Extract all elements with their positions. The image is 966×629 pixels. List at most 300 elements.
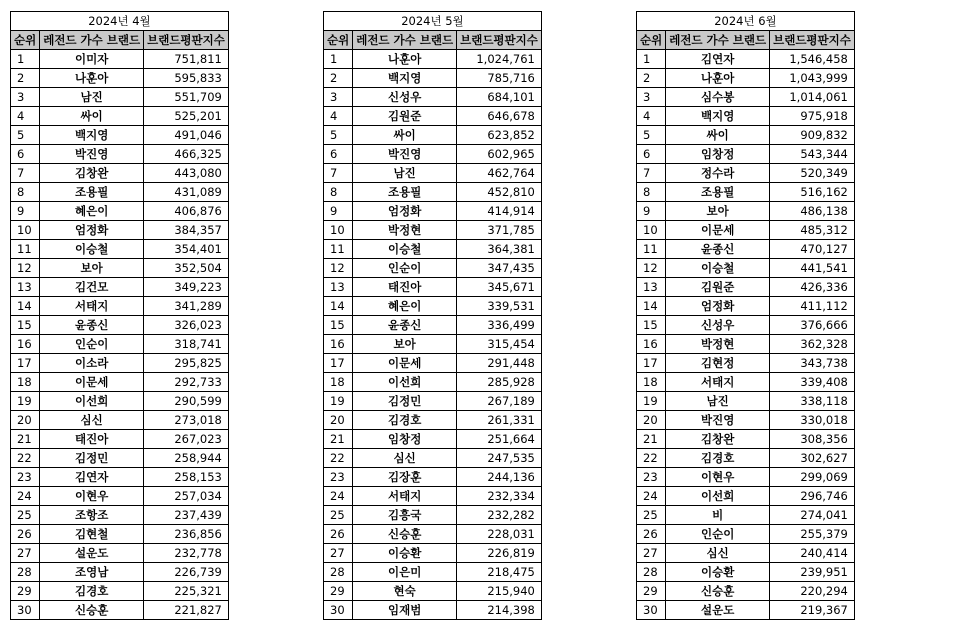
- rank-cell: 17: [637, 354, 666, 373]
- rank-cell: 30: [11, 601, 40, 620]
- table-row: [11, 430, 229, 449]
- brand-index-cell: 751,811: [144, 50, 229, 69]
- singer-name-cell: 엄정화: [353, 202, 457, 221]
- rank-cell: 20: [324, 411, 353, 430]
- table-row: [324, 563, 542, 582]
- singer-name-cell: 이승환: [666, 563, 770, 582]
- rank-cell: 21: [11, 430, 40, 449]
- rank-cell: 27: [637, 544, 666, 563]
- rank-cell: 4: [637, 107, 666, 126]
- rank-cell: 29: [637, 582, 666, 601]
- table-row: [637, 164, 855, 183]
- rank-cell: 3: [11, 88, 40, 107]
- singer-name-cell: 신성우: [353, 88, 457, 107]
- brand-index-cell: 299,069: [770, 468, 855, 487]
- singer-name-cell: 박진영: [353, 145, 457, 164]
- singer-name-cell: 김원준: [353, 107, 457, 126]
- rank-cell: 19: [324, 392, 353, 411]
- brand-index-cell: 236,856: [144, 525, 229, 544]
- rank-cell: 24: [637, 487, 666, 506]
- table-row: [637, 278, 855, 297]
- index-header: 브랜드평판지수: [457, 31, 542, 50]
- table-row: [637, 525, 855, 544]
- singer-name-cell: 윤종신: [40, 316, 144, 335]
- singer-name-cell: 김창완: [666, 430, 770, 449]
- brand-index-cell: 345,671: [457, 278, 542, 297]
- singer-name-cell: 조용필: [666, 183, 770, 202]
- brand-index-cell: 406,876: [144, 202, 229, 221]
- rank-cell: 1: [637, 50, 666, 69]
- brand-index-cell: 258,153: [144, 468, 229, 487]
- singer-name-cell: 박진영: [40, 145, 144, 164]
- singer-name-cell: 이승환: [353, 544, 457, 563]
- singer-name-cell: 김연자: [666, 50, 770, 69]
- month-title: 2024년 5월: [324, 12, 542, 31]
- singer-name-cell: 혜은이: [40, 202, 144, 221]
- rank-cell: 4: [324, 107, 353, 126]
- brand-index-cell: 975,918: [770, 107, 855, 126]
- brand-index-cell: 232,282: [457, 506, 542, 525]
- brand-index-cell: 343,738: [770, 354, 855, 373]
- brand-index-cell: 338,118: [770, 392, 855, 411]
- table-row: [11, 145, 229, 164]
- singer-name-cell: 박정현: [666, 335, 770, 354]
- brand-index-cell: 267,189: [457, 392, 542, 411]
- singer-name-cell: 엄정화: [40, 221, 144, 240]
- brand-index-cell: 785,716: [457, 69, 542, 88]
- singer-name-cell: 신승훈: [666, 582, 770, 601]
- brand-index-cell: 239,951: [770, 563, 855, 582]
- rank-cell: 16: [11, 335, 40, 354]
- brand-index-cell: 520,349: [770, 164, 855, 183]
- brand-index-cell: 257,034: [144, 487, 229, 506]
- brand-index-cell: 225,321: [144, 582, 229, 601]
- singer-name-cell: 이승철: [40, 240, 144, 259]
- singer-name-cell: 김정민: [40, 449, 144, 468]
- singer-name-cell: 김경호: [40, 582, 144, 601]
- table-row: [637, 50, 855, 69]
- brand-index-cell: 371,785: [457, 221, 542, 240]
- singer-name-cell: 조용필: [40, 183, 144, 202]
- singer-name-cell: 이문세: [353, 354, 457, 373]
- singer-name-cell: 윤종신: [666, 240, 770, 259]
- rank-cell: 8: [324, 183, 353, 202]
- singer-name-cell: 서태지: [353, 487, 457, 506]
- table-row: [637, 221, 855, 240]
- brand-index-cell: 623,852: [457, 126, 542, 145]
- rank-cell: 23: [11, 468, 40, 487]
- brand-index-cell: 414,914: [457, 202, 542, 221]
- brand-header: 레전드 가수 브랜드: [353, 31, 457, 50]
- brand-index-cell: 251,664: [457, 430, 542, 449]
- singer-name-cell: 인순이: [353, 259, 457, 278]
- table-row: [324, 487, 542, 506]
- singer-name-cell: 김건모: [40, 278, 144, 297]
- table-row: [324, 335, 542, 354]
- brand-index-cell: 1,024,761: [457, 50, 542, 69]
- brand-index-cell: 466,325: [144, 145, 229, 164]
- rank-cell: 9: [637, 202, 666, 221]
- table-row: [324, 259, 542, 278]
- rank-cell: 26: [11, 525, 40, 544]
- rank-cell: 5: [11, 126, 40, 145]
- singer-name-cell: 김연자: [40, 468, 144, 487]
- table-row: [324, 392, 542, 411]
- rank-cell: 5: [324, 126, 353, 145]
- brand-index-cell: 684,101: [457, 88, 542, 107]
- brand-index-cell: 462,764: [457, 164, 542, 183]
- brand-index-cell: 602,965: [457, 145, 542, 164]
- table-row: [324, 240, 542, 259]
- brand-index-cell: 291,448: [457, 354, 542, 373]
- singer-name-cell: 보아: [666, 202, 770, 221]
- rank-cell: 15: [324, 316, 353, 335]
- table-row: [11, 126, 229, 145]
- singer-name-cell: 엄정화: [666, 297, 770, 316]
- table-row: [11, 468, 229, 487]
- singer-name-cell: 이현우: [666, 468, 770, 487]
- table-row: [11, 563, 229, 582]
- table-row: [11, 316, 229, 335]
- table-row: [324, 88, 542, 107]
- brand-index-cell: 215,940: [457, 582, 542, 601]
- singer-name-cell: 김현철: [40, 525, 144, 544]
- table-row: [11, 297, 229, 316]
- rank-header: 순위: [637, 31, 666, 50]
- table-row: [11, 601, 229, 620]
- table-row: [11, 335, 229, 354]
- brand-index-cell: 543,344: [770, 145, 855, 164]
- singer-name-cell: 김현정: [666, 354, 770, 373]
- rank-cell: 16: [324, 335, 353, 354]
- table-row: [11, 506, 229, 525]
- singer-name-cell: 이문세: [666, 221, 770, 240]
- table-row: [324, 506, 542, 525]
- brand-index-cell: 226,819: [457, 544, 542, 563]
- brand-index-cell: 221,827: [144, 601, 229, 620]
- singer-name-cell: 백지영: [666, 107, 770, 126]
- brand-index-cell: 220,294: [770, 582, 855, 601]
- brand-index-cell: 452,810: [457, 183, 542, 202]
- brand-index-cell: 292,733: [144, 373, 229, 392]
- singer-name-cell: 조용필: [353, 183, 457, 202]
- table-row: [637, 601, 855, 620]
- rank-cell: 18: [11, 373, 40, 392]
- singer-name-cell: 조영남: [40, 563, 144, 582]
- brand-index-cell: 330,018: [770, 411, 855, 430]
- rank-cell: 13: [637, 278, 666, 297]
- rank-cell: 1: [324, 50, 353, 69]
- rank-cell: 8: [11, 183, 40, 202]
- singer-name-cell: 이선희: [353, 373, 457, 392]
- singer-name-cell: 혜은이: [353, 297, 457, 316]
- brand-index-cell: 486,138: [770, 202, 855, 221]
- table-row: [11, 582, 229, 601]
- rank-cell: 20: [11, 411, 40, 430]
- table-row: [324, 126, 542, 145]
- table-row: [637, 202, 855, 221]
- table-row: [324, 50, 542, 69]
- table-row: [11, 164, 229, 183]
- singer-name-cell: 이승철: [666, 259, 770, 278]
- brand-index-cell: 247,535: [457, 449, 542, 468]
- table-row: [637, 468, 855, 487]
- rank-cell: 28: [324, 563, 353, 582]
- rank-cell: 21: [637, 430, 666, 449]
- table-row: [637, 316, 855, 335]
- brand-index-cell: 261,331: [457, 411, 542, 430]
- brand-index-cell: 354,401: [144, 240, 229, 259]
- rank-cell: 11: [637, 240, 666, 259]
- rank-cell: 9: [324, 202, 353, 221]
- table-row: [637, 126, 855, 145]
- rank-cell: 22: [11, 449, 40, 468]
- rank-cell: 28: [637, 563, 666, 582]
- rank-cell: 24: [324, 487, 353, 506]
- singer-name-cell: 조항조: [40, 506, 144, 525]
- rank-cell: 17: [324, 354, 353, 373]
- rank-cell: 9: [11, 202, 40, 221]
- table-row: [637, 259, 855, 278]
- singer-name-cell: 심신: [353, 449, 457, 468]
- table-row: [11, 525, 229, 544]
- singer-name-cell: 보아: [40, 259, 144, 278]
- singer-name-cell: 신승훈: [40, 601, 144, 620]
- brand-index-cell: 516,162: [770, 183, 855, 202]
- rank-cell: 12: [637, 259, 666, 278]
- brand-index-cell: 326,023: [144, 316, 229, 335]
- table-row: [637, 183, 855, 202]
- brand-index-cell: 267,023: [144, 430, 229, 449]
- table-row: [637, 69, 855, 88]
- table-row: [637, 544, 855, 563]
- brand-index-cell: 315,454: [457, 335, 542, 354]
- table-row: [324, 582, 542, 601]
- table-row: [324, 544, 542, 563]
- rank-cell: 6: [11, 145, 40, 164]
- brand-index-cell: 364,381: [457, 240, 542, 259]
- table-row: [11, 240, 229, 259]
- rank-cell: 6: [637, 145, 666, 164]
- rank-cell: 10: [637, 221, 666, 240]
- brand-index-cell: 339,408: [770, 373, 855, 392]
- singer-name-cell: 이소라: [40, 354, 144, 373]
- brand-index-cell: 443,080: [144, 164, 229, 183]
- singer-name-cell: 인순이: [666, 525, 770, 544]
- singer-name-cell: 태진아: [40, 430, 144, 449]
- rank-cell: 8: [637, 183, 666, 202]
- brand-index-cell: 349,223: [144, 278, 229, 297]
- singer-name-cell: 이현우: [40, 487, 144, 506]
- rank-cell: 29: [324, 582, 353, 601]
- rank-cell: 20: [637, 411, 666, 430]
- brand-index-cell: 302,627: [770, 449, 855, 468]
- brand-index-cell: 219,367: [770, 601, 855, 620]
- rank-cell: 13: [324, 278, 353, 297]
- rank-cell: 24: [11, 487, 40, 506]
- singer-name-cell: 백지영: [353, 69, 457, 88]
- brand-index-cell: 431,089: [144, 183, 229, 202]
- singer-name-cell: 임창정: [353, 430, 457, 449]
- table-row: [11, 50, 229, 69]
- table-row: [324, 354, 542, 373]
- singer-name-cell: 남진: [353, 164, 457, 183]
- singer-name-cell: 나훈아: [666, 69, 770, 88]
- singer-name-cell: 김원준: [666, 278, 770, 297]
- table-row: [324, 449, 542, 468]
- table-row: [11, 354, 229, 373]
- singer-name-cell: 남진: [40, 88, 144, 107]
- table-row: [11, 487, 229, 506]
- table-row: [324, 107, 542, 126]
- table-row: [324, 373, 542, 392]
- singer-name-cell: 인순이: [40, 335, 144, 354]
- table-row: [11, 544, 229, 563]
- brand-index-cell: 384,357: [144, 221, 229, 240]
- singer-name-cell: 보아: [353, 335, 457, 354]
- table-row: [11, 221, 229, 240]
- singer-name-cell: 심수봉: [666, 88, 770, 107]
- rank-cell: 12: [324, 259, 353, 278]
- table-row: [637, 297, 855, 316]
- brand-index-cell: 362,328: [770, 335, 855, 354]
- rank-cell: 2: [11, 69, 40, 88]
- brand-index-cell: 285,928: [457, 373, 542, 392]
- table-row: [637, 392, 855, 411]
- table-row: [11, 259, 229, 278]
- table-row: [637, 582, 855, 601]
- table-row: [324, 411, 542, 430]
- rank-cell: 26: [324, 525, 353, 544]
- brand-index-cell: 240,414: [770, 544, 855, 563]
- table-row: [11, 69, 229, 88]
- rank-cell: 19: [11, 392, 40, 411]
- singer-name-cell: 설운도: [40, 544, 144, 563]
- rank-cell: 11: [324, 240, 353, 259]
- singer-name-cell: 김장훈: [353, 468, 457, 487]
- singer-name-cell: 이승철: [353, 240, 457, 259]
- brand-index-cell: 295,825: [144, 354, 229, 373]
- brand-index-cell: 491,046: [144, 126, 229, 145]
- brand-index-cell: 347,435: [457, 259, 542, 278]
- brand-index-cell: 218,475: [457, 563, 542, 582]
- singer-name-cell: 신성우: [666, 316, 770, 335]
- singer-name-cell: 박정현: [353, 221, 457, 240]
- rank-cell: 25: [324, 506, 353, 525]
- singer-name-cell: 김경호: [666, 449, 770, 468]
- table-row: [324, 430, 542, 449]
- brand-index-cell: 214,398: [457, 601, 542, 620]
- table-row: [11, 107, 229, 126]
- brand-index-cell: 341,289: [144, 297, 229, 316]
- rank-cell: 10: [11, 221, 40, 240]
- rank-cell: 27: [11, 544, 40, 563]
- table-row: [637, 430, 855, 449]
- brand-index-cell: 1,546,458: [770, 50, 855, 69]
- brand-index-cell: 232,778: [144, 544, 229, 563]
- rank-cell: 16: [637, 335, 666, 354]
- brand-index-cell: 232,334: [457, 487, 542, 506]
- table-row: [11, 202, 229, 221]
- brand-index-cell: 426,336: [770, 278, 855, 297]
- singer-name-cell: 임창정: [666, 145, 770, 164]
- brand-index-cell: 909,832: [770, 126, 855, 145]
- brand-index-cell: 226,739: [144, 563, 229, 582]
- brand-header: 레전드 가수 브랜드: [40, 31, 144, 50]
- brand-index-cell: 595,833: [144, 69, 229, 88]
- table-row: [324, 468, 542, 487]
- rank-cell: 2: [324, 69, 353, 88]
- singer-name-cell: 남진: [666, 392, 770, 411]
- singer-name-cell: 나훈아: [40, 69, 144, 88]
- brand-index-cell: 525,201: [144, 107, 229, 126]
- table-row: [637, 240, 855, 259]
- brand-index-cell: 255,379: [770, 525, 855, 544]
- singer-name-cell: 서태지: [40, 297, 144, 316]
- singer-name-cell: 이미자: [40, 50, 144, 69]
- brand-index-cell: 228,031: [457, 525, 542, 544]
- brand-index-cell: 1,043,999: [770, 69, 855, 88]
- table-row: [324, 164, 542, 183]
- singer-name-cell: 싸이: [666, 126, 770, 145]
- month-table-june: [636, 11, 855, 620]
- rank-cell: 26: [637, 525, 666, 544]
- singer-name-cell: 이선희: [666, 487, 770, 506]
- table-row: [11, 373, 229, 392]
- rank-header: 순위: [324, 31, 353, 50]
- brand-index-cell: 441,541: [770, 259, 855, 278]
- singer-name-cell: 심신: [40, 411, 144, 430]
- rank-cell: 1: [11, 50, 40, 69]
- rank-cell: 22: [637, 449, 666, 468]
- brand-index-cell: 237,439: [144, 506, 229, 525]
- brand-index-cell: 646,678: [457, 107, 542, 126]
- singer-name-cell: 이은미: [353, 563, 457, 582]
- table-row: [637, 449, 855, 468]
- rank-header: 순위: [11, 31, 40, 50]
- table-row: [637, 373, 855, 392]
- brand-index-cell: 352,504: [144, 259, 229, 278]
- brand-index-cell: 296,746: [770, 487, 855, 506]
- rank-cell: 5: [637, 126, 666, 145]
- table-row: [324, 297, 542, 316]
- table-row: [637, 335, 855, 354]
- table-row: [11, 278, 229, 297]
- rank-cell: 22: [324, 449, 353, 468]
- table-row: [324, 221, 542, 240]
- table-row: [637, 354, 855, 373]
- brand-index-cell: 273,018: [144, 411, 229, 430]
- table-row: [324, 316, 542, 335]
- table-row: [637, 506, 855, 525]
- rank-cell: 23: [637, 468, 666, 487]
- brand-index-cell: 308,356: [770, 430, 855, 449]
- singer-name-cell: 박진영: [666, 411, 770, 430]
- brand-index-cell: 274,041: [770, 506, 855, 525]
- rank-cell: 28: [11, 563, 40, 582]
- singer-name-cell: 정수라: [666, 164, 770, 183]
- singer-name-cell: 나훈아: [353, 50, 457, 69]
- rank-cell: 15: [637, 316, 666, 335]
- rank-cell: 15: [11, 316, 40, 335]
- rank-cell: 12: [11, 259, 40, 278]
- rank-cell: 14: [637, 297, 666, 316]
- month-table-may: [323, 11, 542, 620]
- table-row: [11, 88, 229, 107]
- singer-name-cell: 임재범: [353, 601, 457, 620]
- brand-index-cell: 470,127: [770, 240, 855, 259]
- table-row: [637, 88, 855, 107]
